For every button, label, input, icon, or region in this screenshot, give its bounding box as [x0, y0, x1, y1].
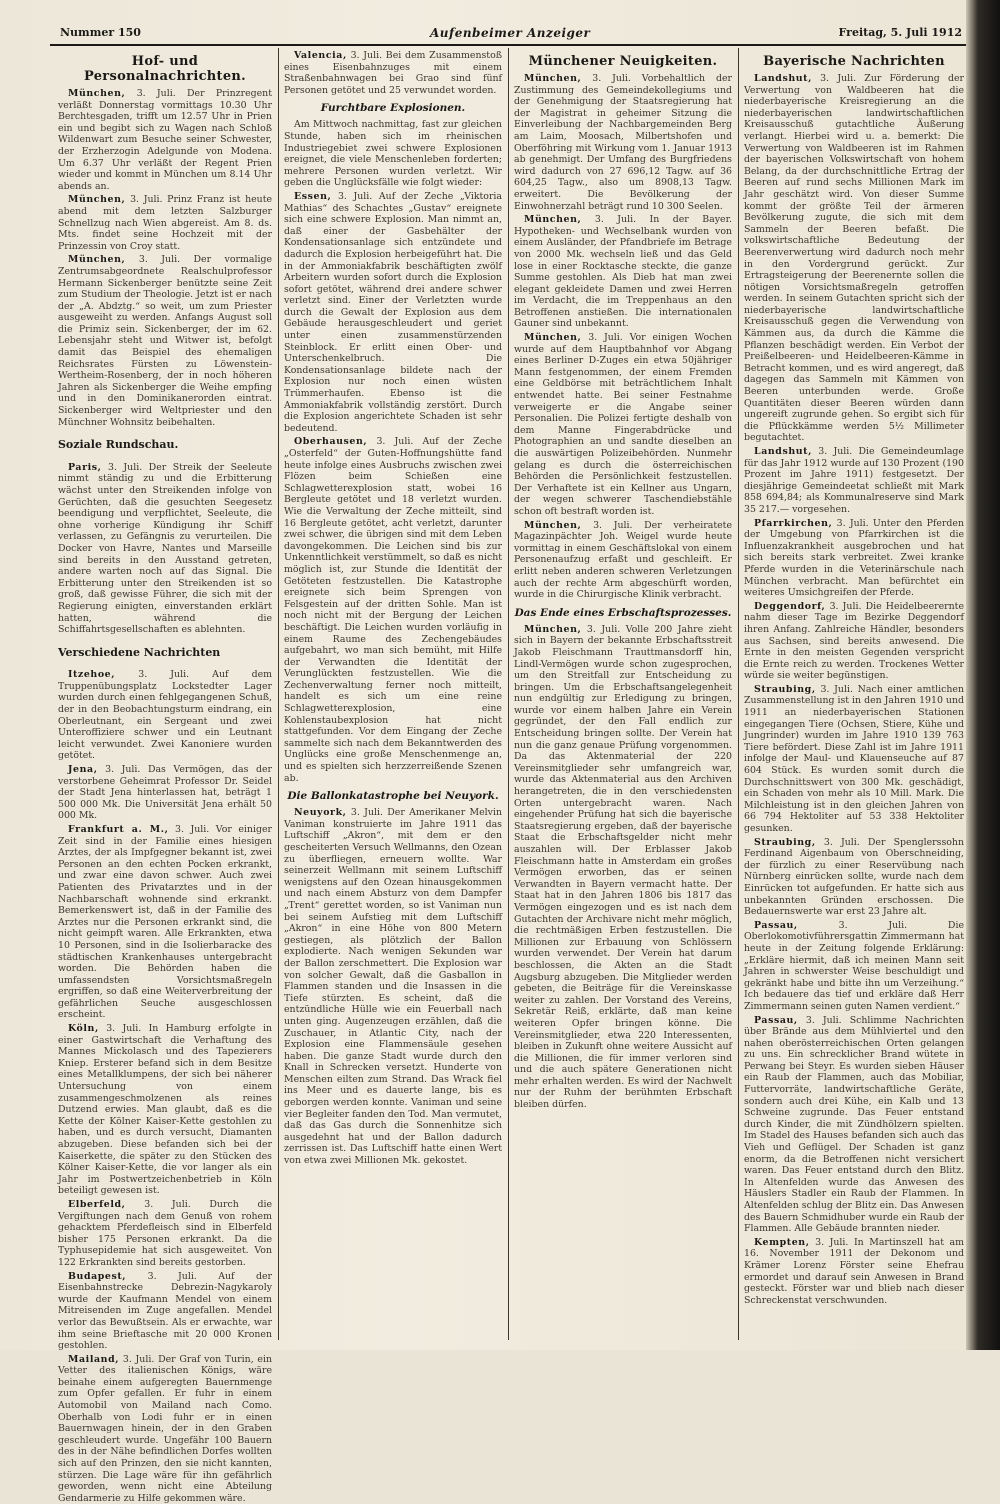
article-text: 3. Juli. Vorbehaltlich der Zustimmung des Gemeindekollegiums und der Genehmigung der Staatsregierung hat der Magistrat in geheimer Sitzung die Einverleibung der Nachbargemeinden Berg am Laim, Moosach, Milbertshofen und Oberföhring mit Wirkung vom 1. Januar 1913 ab genehmigt. Der Umfang des Burgfriedens wird dadurch von 27 696,12 Tagw. auf 36 604,25 Tagw., also um 8908,13 Tagw. erweitert. Die Bevölkerung der Einwohnerzahl beträgt rund 10 300 Seelen. — [514, 73, 733, 212]
section-heading: Münchener Neuigkeiten. — [528, 54, 718, 69]
article-dateline: Straubing, — [754, 683, 816, 695]
article-paragraph — [58, 824, 272, 1021]
article-paragraph — [284, 191, 502, 434]
article-text: 3. Juli. Schlimme Nachrichten über Brände aus dem Mühlviertel und den nahen oberösterreichischen Orten gelangen zu uns. Ein schrecklicher Brand wütete in Perwang bei Steyr. Es wurden sieben Häuser ein Raub der Flammen, auch das Mobiliar, Futtervorräte, landwirtschaftliche Geräte, sondern auch drei Kühe, ein Kalb und 13 Schweine zugrunde. Das Feuer entstand durch Kinder, die mit Zündhölzern spielten. Im Stadel des Hauses befanden sich auch das Vieh und Geflügel. Der Schaden ist ganz enorm, da die Betroffenen nicht versichert waren. Das Feuer entstand durch den Blitz. In Altenfelden wurde das Anwesen des Häuslers Stadler ein Raub der Flammen. In Altenfelden schlug der Blitz ein. Das Anwesen des Bauern Schmidhuber wurde ein Raub der Flammen. Alle Gebäude brannten nieder. — [744, 1014, 964, 1235]
article-dateline: Jena, — [68, 764, 98, 775]
article-paragraph — [58, 1023, 272, 1197]
article-paragraph — [514, 520, 732, 601]
article-paragraph — [284, 50, 502, 96]
article-paragraph — [58, 669, 272, 762]
article-paragraph — [58, 1199, 272, 1269]
article-paragraph — [744, 73, 964, 444]
article-text: 3. Juli. In Martinszell hat am 16. November 1911 der Dekonom und Krämer Lorenz Förster seine Ehefrau ermordet und darauf sein Anwesen in Brand gesteckt. Förster war und blieb nach dieser Schreckenstat verschwunden. — [744, 1236, 964, 1306]
article-paragraph — [58, 254, 272, 428]
article-paragraph — [58, 1354, 272, 1504]
article-dateline: Straubing, — [754, 836, 816, 848]
article-dateline: Paris, — [68, 461, 102, 473]
article-dateline: München, — [524, 73, 582, 84]
article-paragraph — [514, 624, 732, 1111]
article-text: 3. Juli. Der Spenglerssohn Ferdinand Aigenbaum von Oberschneiding, der fürzlich zu einer Reservübung nach Nürnberg einrücken sollte, wurde nach dem Einrücken tot aufgefunden. Er hatte sich aus unbekannten Gründen erschossen. Die Bedauernswerte war erst 23 Jahre alt. — [744, 836, 964, 918]
article-dateline: Pfarrkirchen, — [754, 517, 833, 529]
section-heading: Soziale Rundschau. — [58, 438, 179, 452]
article-dateline: Oberhausen, — [294, 436, 368, 448]
article-dateline: Passau, — [754, 919, 798, 931]
article-paragraph — [284, 807, 502, 1166]
article-dateline: München, — [68, 88, 126, 99]
article-text: 3. Juli. Die Oberlokomotivführersgattin Zimmermann hat heute in der Zeitung folgende Erklärung: „Erkläre hiermit, daß ich meinen Mann seit Jahren in schwerster Weise beschuldigt und gekränkt habe und bitte ihn um Verzeihung.“ Ich bedauere das tief und erkläre daß Herr Zimmermann seinen guten Namen verdient.“ — [744, 919, 964, 1012]
article-text: 3. Juli. Auf der Zeche „Viktoria Mathias“ des Schachtes „Gustav“ ereignete sich eine schwere Explosion. Man nimmt an, daß einer der Gasbehälter der Kondensationsanlage sich entzündete und dadurch die Explosion herbeigeführt hat. Die in der Ammoniakfabrik beschäftigten zwölf Arbeitern wurden sofort durch die Explosion sofort getötet, während drei andere schwer verletzt sind. Einer der Verletzten wurde durch die Gewalt der Explosion aus dem Gebäude herausgeschleudert und geriet unter einen zusammenstürzenden Steinblock. Er erlitt einen Ober- und Unterschenkelbruch. Die Kondensationsanlage bildete nach der Explosion nur noch einen wüsten Trümmerhaufen. Ebenso ist die Ammoniakfabrik vollständig zerstört. Durch die Explosion angerichtete Schaden ist sehr bedeutend. — [284, 190, 503, 434]
article-text: 3. Juli. Der Prinzregent verläßt Donnerstag vormittags 10.30 Uhr Berchtesgaden, trifft um 12.57 Uhr in Prien ein und begibt sich zu Wagen nach Schloß Wildenwart zum Besuche seiner Schwester, der Erzherzogin Adelgunde von Modena. Um 6.37 Uhr verläßt der Regent Prien wieder und kommt in München um 8.14 Uhr abends an. — [58, 88, 272, 192]
article-paragraph — [514, 214, 732, 330]
date-line: Freitag, 5. Juli 1912 — [838, 26, 962, 39]
article-dateline: München, — [524, 214, 582, 226]
article-dateline: Essen, — [294, 190, 332, 202]
article-text: 3. Juli. Zur Förderung der Verwertung von Waldbeeren hat die niederbayerische Kreisregierung an die niederbayerischen landwirtschaftlichen Kreisausschuß gutachtliche Äußerung verlangt. Hierbei wird u. a. bemerkt: Die Verwertung von Waldbeeren ist im Rahmen der bayerischen Volkswirtschaft von hohem Belang, da der durchschnittliche Ertrag der Beeren auf rund sechs Millionen Mark im Jahr geschätzt wird. Von dieser Summe kommt der größte Teil der ärmeren Bevölkerung zugute, die sich mit dem Sammeln der Beeren befaßt. Die volkswirtschaftliche Bedeutung der Beerenverwertung wird dadurch noch mehr in den Vordergrund gerückt. Zur Ertragsteigerung der Beerenernte sollen die nötigen Vorsichtsmaßregeln getroffen werden. In seinem Gutachten spricht sich der niederbayerische landwirtschaftliche Kreisausschuß gegen die Verwendung von Kämmen aus, da durch die Kämme die Pflanzen beschädigt werden. Ein Verbot der Preißelbeeren- und Heidelbeeren-Kämme in Betracht kommen, und es wird angeregt, daß dagegen das Sammeln mit Kämmen von Beeren unterbunden werde. Große Quantitäten dieser Beeren würden dann ungereift zugrunde gehen. So ergibt sich für die Pflückkämme werden 5½ Millimeter begutachtet. — [744, 73, 964, 444]
article-paragraph — [58, 88, 272, 192]
article-text: 3. Juli. Vor einigen Wochen wurde auf dem Hauptbahnhof vor Abgang eines Berliner D-Zuges ein etwa 50jähriger Mann festgenommen, der einem Fremden eine Geldbörse mit beträchtlichem Inhalt entwendet hatte. Bei seiner Festnahme verweigerte er die Angabe seiner Personalien. Die Polizei fertigte deshalb von dem Manne Fingerabdrücke und Photographien an und sandte dieselben an die auswärtigen Polizeibehörden. Nunmehr gelang es durch die österreichischen Behörden die Persönlichkeit festzustellen. Der Verhaftete ist ein Kellner aus Ungarn, der wegen schwerer Taschendiebstähle schon oft bestraft worden ist. — [514, 332, 733, 517]
article-dateline: Valencia, — [294, 50, 347, 61]
article-dateline: München, — [524, 332, 582, 344]
article-dateline: Köln, — [68, 1023, 99, 1035]
article-paragraph — [514, 332, 732, 518]
article-text: 3. Juli. Der Graf von Turin, ein Vetter des italienischen Königs, wäre beinahe einem aufgeregten Bauernmenge zum Opfer gefallen. Er fuhr in einem Automobil von Mailand nach Como. Oberhalb von Lodi fuhr er in einen Bauernwagen hinein, der in den Graben geschleudert wurde. Ungefähr 100 Bauern des in der Nähe befindlichen Dorfes wollten sich auf den Prinzen, den sie nicht kannten, stürzen. Die Lage wäre für ihn gefährlich geworden, wenn nicht eine Abteilung Gendarmerie zu Hilfe gekommen wäre. — [58, 1353, 273, 1504]
article-paragraph — [744, 601, 964, 682]
article-paragraph — [744, 446, 964, 516]
column-3 — [514, 50, 732, 1338]
masthead-rule — [50, 44, 970, 46]
article-text: 3. Juli. Unter den Pferden der Umgebung von Pfarrkirchen ist die Influenzakrankheit ausgebrochen und hat sich bereits stark verbreitet. Zwei kranke Pferde wurden in die Veterinärschule nach München verbracht. Man befürchtet ein weiteres Umsichgreifen der Pferde. — [744, 517, 964, 599]
article-text: 3. Juli. Der Amerikaner Melvin Vaniman konstruierte im Jahre 1911 das Luftschiff „Akron“, mit dem er den gescheiterten Versuch Wellmanns, den Ozean zu überfliegen, erneuern wollte. War seinerzeit Wellmann mit seinem Luftschiff wenigstens auf den Ozean hinausgekommen und nach einem Absturz von dem Dampfer „Trent“ gerettet worden, so ist Vaniman nun bei seinem Aufstieg mit dem Luftschiff „Akron“ in eine Höhe von 800 Metern gestiegen, als plötzlich der Ballon explodierte. Nach wenigen Sekunden war der Ballon zerschmettert. Die Explosion war von solcher Gewalt, daß die Gasballon in Flammen standen und die Insassen in die Tiefe stürzten. Es scheint, daß die entzündliche Hülle wie ein Feuerball nach unten ging. Augenzeugen erzählen, daß die Zuschauer, in Atlantic City, nach der Explosion eine Flammensäule gesehen haben. Die ganze Stadt wurde durch den Knall in Schrecken versetzt. Hunderte von Menschen eilten zum Strand. Das Wrack fiel ins Meer und es dauerte lange, bis es geborgen werden konnte. Vaniman und seine vier Begleiter fanden den Tod. Man vermutet, daß das Gas durch die Sonnenhitze sich ausgedehnt hat und der Ballon dadurch zerrissen ist. Das Luftschiff hatte einen Wert von etwa zwei Millionen Mk. gekostet. — [284, 807, 502, 1167]
article-text: 3. Juli. Der verheiratete Magazinpächter Joh. Weigel wurde heute vormittag in einem Geschäftslokal von einem Personenaufzug erfaßt und geschleift. Er erlitt neben anderen schweren Verletzungen auch der rechte Arm abgeschürft worden, wurde in die Chirurgische Klinik verbracht. — [514, 519, 732, 601]
paper-title: Aufenbeimer Anzeiger — [430, 26, 591, 40]
article-paragraph — [744, 684, 964, 835]
article-dateline: Frankfurt a. M., — [68, 823, 169, 835]
section-heading: Bayerische Nachrichten — [763, 54, 945, 69]
article-text: 3. Juli. Der Streik der Seeleute nimmt ständig zu und die Erbitterung wächst unter den Streikenden infolge von Gerüchten, daß die gesuchten Seegesetz beendigung und verpflichtet, Seeleute, die ohne vorherige Kündigung ihr Schiff verlassen, zu Gefängnis zu verurteilen. Die Docker von Havre, Nantes und Marseille sind bereits in den Ausstand getreten, andere warten noch auf das Signal. Die Erbitterung unter den Streikenden ist so groß, daß gewisse Führer, die sich mit der Regierung einigten, einverstanden erklärt hatten, während die Schiffahrtsgesellschaften es ablehnten. — [58, 461, 272, 636]
article-dateline: Elberfeld, — [68, 1198, 126, 1210]
column-divider — [508, 48, 509, 1340]
article-dateline: München, — [524, 623, 582, 635]
article-text: 3. Juli. Auf dem Truppenübungsplatz Lockstedter Lager wurden durch einen fehlgegangenen Schuß, der in den Beobachtungsturm eindrang, ein Oberleutnant, ein Sergeant und zwei Unteroffiziere schwer und ein Leutnant leicht verwundet. Zwei Kanoniere wurden getötet. — [58, 669, 273, 762]
article-text: 3. Juli. Volle 200 Jahre zieht sich in Bayern der bekannte Erbschaftsstreit Jakob Fleischmann Trauttmansdorff hin, Lindl-Vermögen wurde schon zugesprochen, um den Streitfall zur Entscheidung zu bringen. Um die Erbschaftsangelegenheit nun endgültig zur Erledigung zu bringen, wurde vor einem halben Jahre ein Verein gegründet, der den Fall endlich zur Entscheidung bringen sollte. Der Verein hat nun die ganz genaue Prüfung vorgenommen. Da das Aktenmaterial der 220 Vereinsmitglieder sehr umfangreich war, wurde das Aktenmaterial aus den Archiven herangetreten, die in den verschiedensten Orten untergebracht waren. Nach eingehender Prüfung hat sich die bayerische Staatsregierung ergeben, daß der bayerische Staat die Erbschaftsgelder nicht mehr auszahlen will. Der Erblasser Jakob Fleischmann hatte in Amsterdam ein großes Vermögen erworben, das er seinen Verwandten in Bayern vermacht hatte. Der Staat hat in den Jahren 1806 bis 1817 das Vermögen eingezogen und es ist nach dem Gutachten der Archivare nicht mehr möglich, die rechtmäßigen Erben festzustellen. Die Millionen zur Erbauung von Schlössern wurden verwendet. Der Verein hat darum beschlossen, die Akten an die Stadt Augsburg abzugeben. Die Mitglieder werden gebeten, die Beiträge für die Vereinskasse weiter zu zahlen. Der Vorstand des Vereins, Sekretär Reiß, erklärte, daß man keine weiteren Opfer bringen könne. Die Vereinsmitglieder, etwa 220 Interessenten, bleiben in Zukunft ohne weitere Aussicht auf die Millionen, die für immer verloren sind und die auch spätere Generationen nicht mehr erhalten werden. Es wird der Nachwelt nur der Ruhm der berühmten Erbschaft bleiben dürfen. — [514, 623, 732, 1111]
article-text: 3. Juli. Durch die Vergiftungen nach dem Genuß von rohem gehacktem Pferdefleisch sind in Elberfeld bisher 175 Personen erkrankt. Da die Typhusepidemie hat sich ausgeweitet. Von 122 Erkrankten sind bereits gestorben. — [58, 1198, 272, 1268]
article-dateline: München, — [68, 194, 126, 206]
column-2 — [284, 50, 502, 1338]
article-dateline: Neuyork, — [294, 807, 347, 819]
article-dateline: München, — [68, 254, 126, 266]
section-heading: Das Ende eines Erbschaftsprozesses. — [514, 606, 732, 619]
article-paragraph — [284, 436, 502, 784]
article-text: 3. Juli. Auf der Zeche „Osterfeld“ der Guten-Hoffnungshütte fand heute infolge eines Ausbruchs zwischen zwei Flözen beim Schießen eine Schlagwetterexplosion statt, wobei 16 Bergleute getötet und 18 verletzt wurden. Wie die Verwaltung der Zeche mitteilt, sind 16 Bergleute getötet, acht verletzt, darunter zwei schwer, die übrigen sind mit dem Leben davongekommen. Die Leichen sind bis zur Unkenntlichkeit verstümmelt, so daß es nicht möglich ist, zur Stunde die Identität der Getöteten festzustellen. Die Katastrophe ereignete sich beim Sprengen von Felsgestein auf der dritten Sohle. Man ist noch nicht mit der Bergung der Leichen beschäftigt. Die Leichen wurden vorläufig in einem Raume des Zechengebäudes aufgebahrt, wo man sich bemüht, mit Hilfe der Verwandten die Identität der Verunglückten festzustellen. Wie die Zechenverwaltung ferner noch mitteilt, handelt es sich um eine reine Schlagwetterexplosion, eine Kohlenstaubexplosion hat nicht stattgefunden. Vor dem Eingang der Zeche sammelte sich nach dem Bekanntwerden des Unglücks eine große Menschenmenge an, und es spielten sich herzzerreißende Szenen ab. — [284, 436, 502, 784]
article-dateline: Budapest, — [68, 1270, 127, 1282]
article-dateline: Landshut, — [754, 446, 812, 457]
column-divider — [278, 48, 279, 1340]
article-text: 3. Juli. Die Heidelbeerernte nahm dieser Tage im Bezirke Deggendorf ihren Anfang. Zahlreiche Händler, besonders aus Sachsen, sind bereits anwesend. Die Ernte in den meisten Gegenden verspricht die Ernte reich zu werden. Trockenes Wetter würde sie weiter begünstigen. — [744, 600, 964, 682]
article-text: Am Mittwoch nachmittag, fast zur gleichen Stunde, haben sich im rheinischen Industriegebiet zwei schwere Explosionen ereignet, die viele Menschenleben forderten; mehrere Personen wurden verletzt. Wir geben die Unglücksfälle wie folgt wieder: — [284, 119, 502, 189]
article-paragraph — [284, 119, 502, 189]
article-paragraph — [744, 837, 964, 918]
article-dateline: Mailand, — [68, 1353, 120, 1365]
article-text: 3. Juli. Vor einiger Zeit sind in der Familie eines hiesigen Arztes, der als Impfgegner bekannt ist, zwei Personen an den echten Pocken erkrankt, und zwar eine davon schwer. Auch zwei Patienten des Privatarztes und in der Nachbarschaft wohnende sind erkrankt. Bemerkenswert ist, daß in der Familie des Arztes nur die Personen erkrankt sind, die nicht geimpft waren. Alle Erkrankten, etwa 10 Personen, sind in die Isolierbaracke des städtischen Krankenhauses untergebracht worden. Die Behörden haben die umfassendsten Vorsichtsmaßregeln ergriffen, so daß eine Weiterverbreitung der gefährlichen Seuche ausgeschlossen erscheint. — [58, 823, 272, 1021]
article-text: 3. Juli. Prinz Franz ist heute abend mit dem letzten Salzburger Schnellzug nach Wien abgereist. Am 8. ds. Mts. findet seine Hochzeit mit der Prinzessin von Croy statt. — [58, 194, 273, 252]
section-heading: Die Ballonkatastrophe bei Neuyork. — [287, 790, 499, 803]
article-dateline: Kempten, — [754, 1236, 810, 1248]
section-heading: Furchtbare Explosionen. — [320, 102, 466, 115]
article-text: 3. Juli. In Hamburg erfolgte in einer Gastwirtschaft die Verhaftung des Mannes Mickolasch und des Tapezierers Kniep. Ersterer befand sich in dem Besitze eines Metallklumpens, der sich bei näherer Untersuchung von einem zusammengeschmolzenen als reines Dutzend erwies. Man glaubt, daß es die Kette der Kölner Kaiser-Kette gestohlen zu haben, und es durch versucht, Diamanten abzugeben. Diese befanden sich bei der Kaiserkette, die später zu den Stücken des Kölner Kaiser-Kette, die vor langer als ein Jahr im Postwertzeichenbetrieb in Köln beteiligt gewesen ist. — [58, 1023, 273, 1197]
article-paragraph — [58, 462, 272, 636]
article-text: 3. Juli. Die Gemeindeumlage für das Jahr 1912 wurde auf 130 Prozent (190 Prozent im Jahre 1911) festgesetzt. Der diesjährige Gemeindeetat schließt mit Mark 858 694,84; als Kommunalreserve sind Mark 35 217.— vorgesehen. — [744, 446, 964, 515]
column-1 — [58, 50, 273, 1504]
section-heading: Hof- und Personalnachrichten. — [84, 54, 246, 84]
section-heading: Verschiedene Nachrichten — [58, 645, 221, 659]
article-paragraph — [58, 194, 272, 252]
article-text: 3. Juli. Bei dem Zusammenstoß eines Eisenbahnzuges mit einem Straßenbahnwagen bei Grao sind fünf Personen getötet und 25 verwundet worden. — [284, 50, 502, 96]
article-paragraph — [58, 764, 272, 822]
issue-number: Nummer 150 — [60, 26, 141, 39]
article-dateline: Passau, — [754, 1014, 798, 1026]
column-divider — [738, 48, 739, 1340]
article-paragraph — [514, 73, 732, 212]
article-dateline: Deggendorf, — [754, 600, 826, 612]
article-text: 3. Juli. In der Bayer. Hypotheken- und Wechselbank wurden von einem Ausländer, der Pfandbriefe im Betrage von 2000 Mk. wechseln ließ und das Geld lose in einer Rocktasche steckte, die ganze Summe gestohlen. Als Dieb hat man zwei elegant gekleidete Damen und zwei Herren im Verdacht, die im Treppenhaus an den Betroffenen anstießen. Die internationalen Gauner sind unbekannt. — [514, 214, 733, 330]
article-dateline: Itzehoe, — [68, 669, 116, 681]
article-dateline: Landshut, — [754, 73, 812, 84]
article-text: 3. Juli. Das Vermögen, das der verstorbene Geheimrat Professor Dr. Seidel der Stadt Jena hinterlassen hat, beträgt 1 500 000 Mk. Die Universität Jena erhält 50 000 Mk. — [58, 764, 272, 822]
article-paragraph — [744, 1237, 964, 1307]
article-paragraph — [744, 1015, 964, 1235]
article-text: 3. Juli. Nach einer amtlichen Zusammenstellung ist in den Jahren 1910 und 1911 an niederbayerischen Stationen eingegangen Tiere (Ochsen, Stiere, Kühe und Jungrinder) wurden im Jahre 1910 139 763 Tiere befördert. Diese Zahl ist im Jahre 1911 infolge der Maul- und Klauenseuche auf 87 604 Stück. Es wurden somit durch die Durchschnittswert von 300 Mk. geschädigt, ein Schaden von mehr als 10 Mill. Mark. Die Milchleistung ist in den gleichen Jahren von 66 794 Hektoliter auf 53 338 Hektoliter gesunken. — [744, 683, 965, 834]
article-dateline: München, — [524, 519, 582, 531]
masthead — [50, 24, 970, 44]
article-paragraph — [744, 920, 964, 1013]
article-paragraph — [58, 1271, 272, 1352]
article-paragraph — [744, 518, 964, 599]
article-text: 3. Juli. Auf der Eisenbahnstrecke Debrezin-Nagykaroly wurde der Kaufmann Mendel von einem Mitreisenden im Zuge angefallen. Mendel verlor das Bewußtsein. Als er erwachte, war ihm seine Brieftasche mit 20 000 Kronen gestohlen. — [58, 1270, 272, 1352]
article-text: 3. Juli. Der vormalige Zentrumsabgeordnete Realschulprofessor Hermann Sickenberger benützte seine Zeit zum Studium der Theologie. Jetzt ist er nach der „A. Abdztg.“ so weit, um zum Priester ausgeweiht zu werden. Anfangs August soll die Primiz sein. Sickenberger, der im 62. Lebensjahr steht und Witwer ist, befolgt damit das Beispiel des ehemaligen Reichsrates Fürsten zu Löwenstein-Wertheim-Rosenberg, der in noch höheren Jahren als Sickenberger die Weihe empfing und in den Dominikanerorden eintrat. Sickenberger wird Weltpriester und den Münchner Wohnsitz beibehalten. — [58, 254, 273, 428]
column-4 — [744, 50, 964, 1338]
